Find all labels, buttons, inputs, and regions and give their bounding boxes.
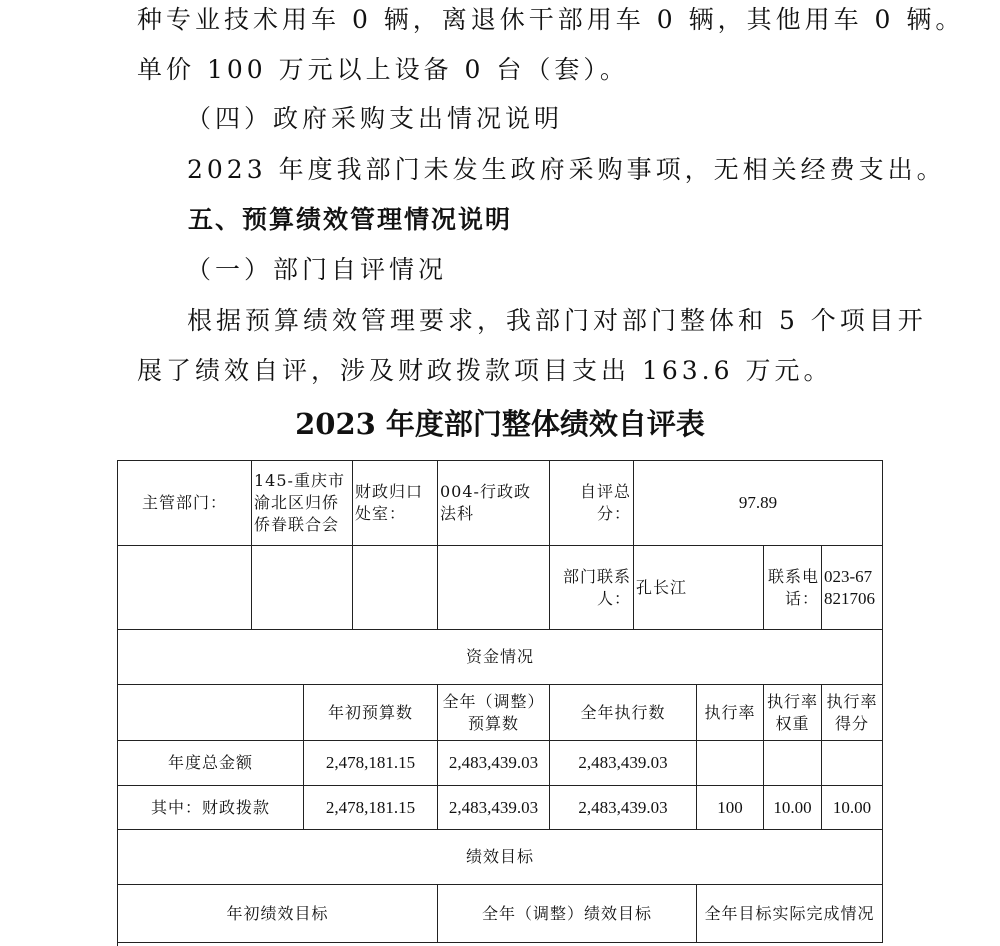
table-title: 2023 年度部门整体绩效自评表 [295, 407, 705, 441]
funds-row-fiscal-executed: 2,483,439.03 [550, 786, 697, 830]
section-heading-4: （四）政府采购支出情况说明 [186, 104, 564, 133]
phone-label-cell: 联系电话： [764, 546, 822, 630]
funds-col-initial: 年初预算数 [304, 685, 438, 741]
funds-col-rate: 执行率 [697, 685, 764, 741]
funds-row-fiscal-initial: 2,478,181.15 [304, 786, 438, 830]
funds-col-score: 执行率得分 [822, 685, 883, 741]
goals-col-initial: 年初绩效目标 [118, 885, 438, 943]
funds-row-total-score [822, 741, 883, 786]
body-line-3: 2023 年度我部门未发生政府采购事项，无相关经费支出。 [187, 155, 946, 184]
funds-row-fiscal-label: 其中：财政拨款 [118, 786, 304, 830]
goals-col-adjusted: 全年（调整）绩效目标 [438, 885, 697, 943]
row2-empty-3 [353, 546, 438, 630]
funds-row-total-rate [697, 741, 764, 786]
contact-value-cell: 孔长江 [634, 546, 764, 630]
score-label-cell: 自评总分： [550, 461, 634, 546]
funds-row-total-initial: 2,478,181.15 [304, 741, 438, 786]
contact-label-cell: 部门联系人： [550, 546, 634, 630]
funds-row-fiscal-adjusted: 2,483,439.03 [438, 786, 550, 830]
row2-empty-4 [438, 546, 550, 630]
dept-value-cell: 145-重庆市渝北区归侨侨眷联合会 [252, 461, 353, 546]
goals-header: 绩效目标 [118, 830, 883, 885]
funds-col-weight: 执行率权重 [764, 685, 822, 741]
finance-value-cell: 004-行政政法科 [438, 461, 550, 546]
funds-col-executed: 全年执行数 [550, 685, 697, 741]
goals-col-actual: 全年目标实际完成情况 [697, 885, 883, 943]
phone-value-cell: 023-67821706 [822, 546, 883, 630]
performance-table [117, 460, 883, 946]
score-value-cell: 97.89 [634, 461, 883, 546]
funds-header: 资金情况 [118, 630, 883, 685]
row2-empty-1 [118, 546, 252, 630]
row2-empty-2 [252, 546, 353, 630]
funds-col-blank [118, 685, 304, 741]
finance-label-cell: 财政归口处室： [353, 461, 438, 546]
funds-row-total-weight [764, 741, 822, 786]
funds-row-fiscal-score: 10.00 [822, 786, 883, 830]
body-line-1: 种专业技术用车 0 辆，离退休干部用车 0 辆，其他用车 0 辆。 [137, 5, 965, 34]
funds-col-adjusted: 全年（调整）预算数 [438, 685, 550, 741]
sub-heading-1: （一）部门自评情况 [186, 255, 448, 284]
funds-row-fiscal-weight: 10.00 [764, 786, 822, 830]
funds-row-total-adjusted: 2,483,439.03 [438, 741, 550, 786]
body-line-2: 单价 100 万元以上设备 0 台（套）。 [137, 55, 629, 84]
body-line-5: 展了绩效自评，涉及财政拨款项目支出 163.6 万元。 [137, 356, 833, 385]
body-line-4: 根据预算绩效管理要求，我部门对部门整体和 5 个项目开 [187, 306, 927, 335]
funds-row-total-label: 年度总金额 [118, 741, 304, 786]
funds-row-total-executed: 2,483,439.03 [550, 741, 697, 786]
funds-row-fiscal-rate: 100 [697, 786, 764, 830]
section-heading-5: 五、预算绩效管理情况说明 [188, 205, 513, 234]
dept-label-cell: 主管部门： [118, 461, 252, 546]
